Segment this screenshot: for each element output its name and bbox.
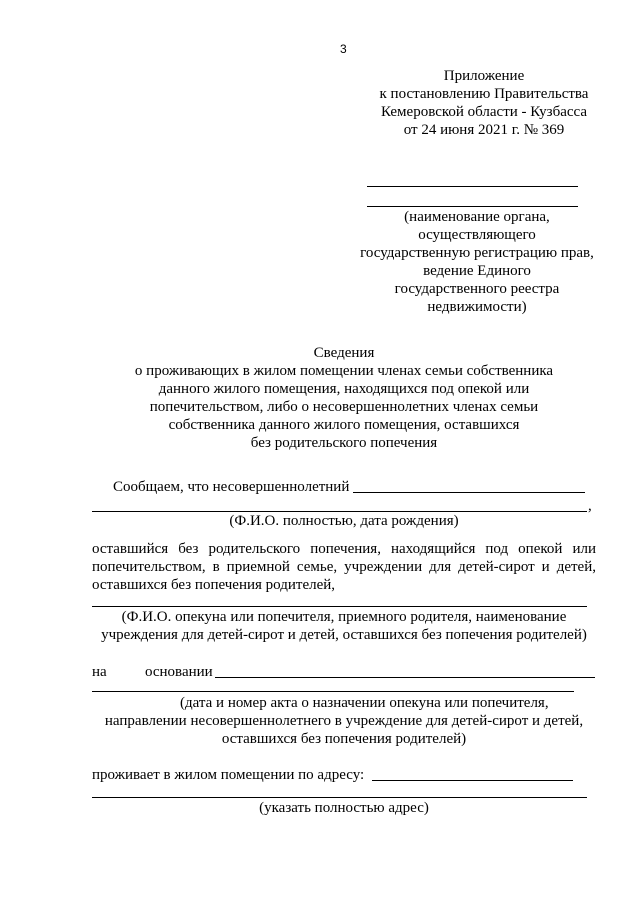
basis-field[interactable] xyxy=(215,677,595,678)
appendix-line: Приложение xyxy=(443,68,525,84)
caption-line: недвижимости) xyxy=(427,299,527,315)
guardian-caption-line: учреждения для детей-сирот и детей, оставшихся без попечения родителей) xyxy=(101,627,587,643)
minor-caption: (Ф.И.О. полностью, дата рождения) xyxy=(229,513,459,529)
page-number: 3 xyxy=(340,42,347,56)
appendix-line: к постановлению Правительства xyxy=(379,86,589,102)
title-line: о проживающих в жилом помещении членах семьи собственника xyxy=(134,363,554,379)
guardian-caption-line: (Ф.И.О. опекуна или попечителя, приемного родителя, наименование xyxy=(121,609,567,625)
status-line: попечительством, в приемной семье, учреждении для детей-сирот и детей, xyxy=(92,559,596,575)
address-field[interactable] xyxy=(372,780,573,781)
address-caption: (указать полностью адрес) xyxy=(259,800,429,816)
comma: , xyxy=(588,498,592,514)
status-paragraph xyxy=(92,540,596,576)
title-line: попечительством, либо о несовершеннолетних членах семьи xyxy=(149,399,539,415)
title-line: данного жилого помещения, находящихся под опекой или xyxy=(158,381,530,397)
caption-line: (наименование органа, xyxy=(404,209,550,225)
minor-name-field[interactable] xyxy=(353,492,585,493)
act-caption-line: оставшихся без попечения родителей) xyxy=(221,731,467,747)
basis-field-line2[interactable] xyxy=(92,691,574,692)
act-caption-line: направлении несовершеннолетнего в учреждение для детей-сирот и детей, xyxy=(104,713,584,729)
act-caption-line: (дата и номер акта о назначении опекуна или попечителя, xyxy=(180,695,549,711)
address-field-line2[interactable] xyxy=(92,797,587,798)
status-line: оставшихся без попечения родителей, xyxy=(92,577,336,593)
report-label: Сообщаем, что несовершеннолетний xyxy=(113,479,350,495)
title-line: Сведения xyxy=(313,345,375,361)
recipient-field-line[interactable] xyxy=(367,186,578,187)
guardian-field[interactable] xyxy=(92,606,587,607)
recipient-field-line[interactable] xyxy=(367,206,578,207)
appendix-line: от 24 июня 2021 г. № 369 xyxy=(403,122,565,138)
status-line: оставшийся без родительского попечения, находящийся под опекой или xyxy=(92,541,596,557)
basis-label: основании xyxy=(145,664,213,680)
appendix-line: Кемеровской области - Кузбасса xyxy=(380,104,588,120)
caption-line: ведение Единого xyxy=(423,263,531,279)
caption-line: осуществляющего xyxy=(418,227,536,243)
caption-line: государственную регистрацию прав, xyxy=(360,245,594,261)
basis-na: на xyxy=(92,664,107,680)
title-line: собственника данного жилого помещения, оставшихся xyxy=(168,417,520,433)
title-line: без родительского попечения xyxy=(250,435,438,451)
address-label: проживает в жилом помещении по адресу: xyxy=(92,767,365,783)
caption-line: государственного реестра xyxy=(394,281,560,297)
